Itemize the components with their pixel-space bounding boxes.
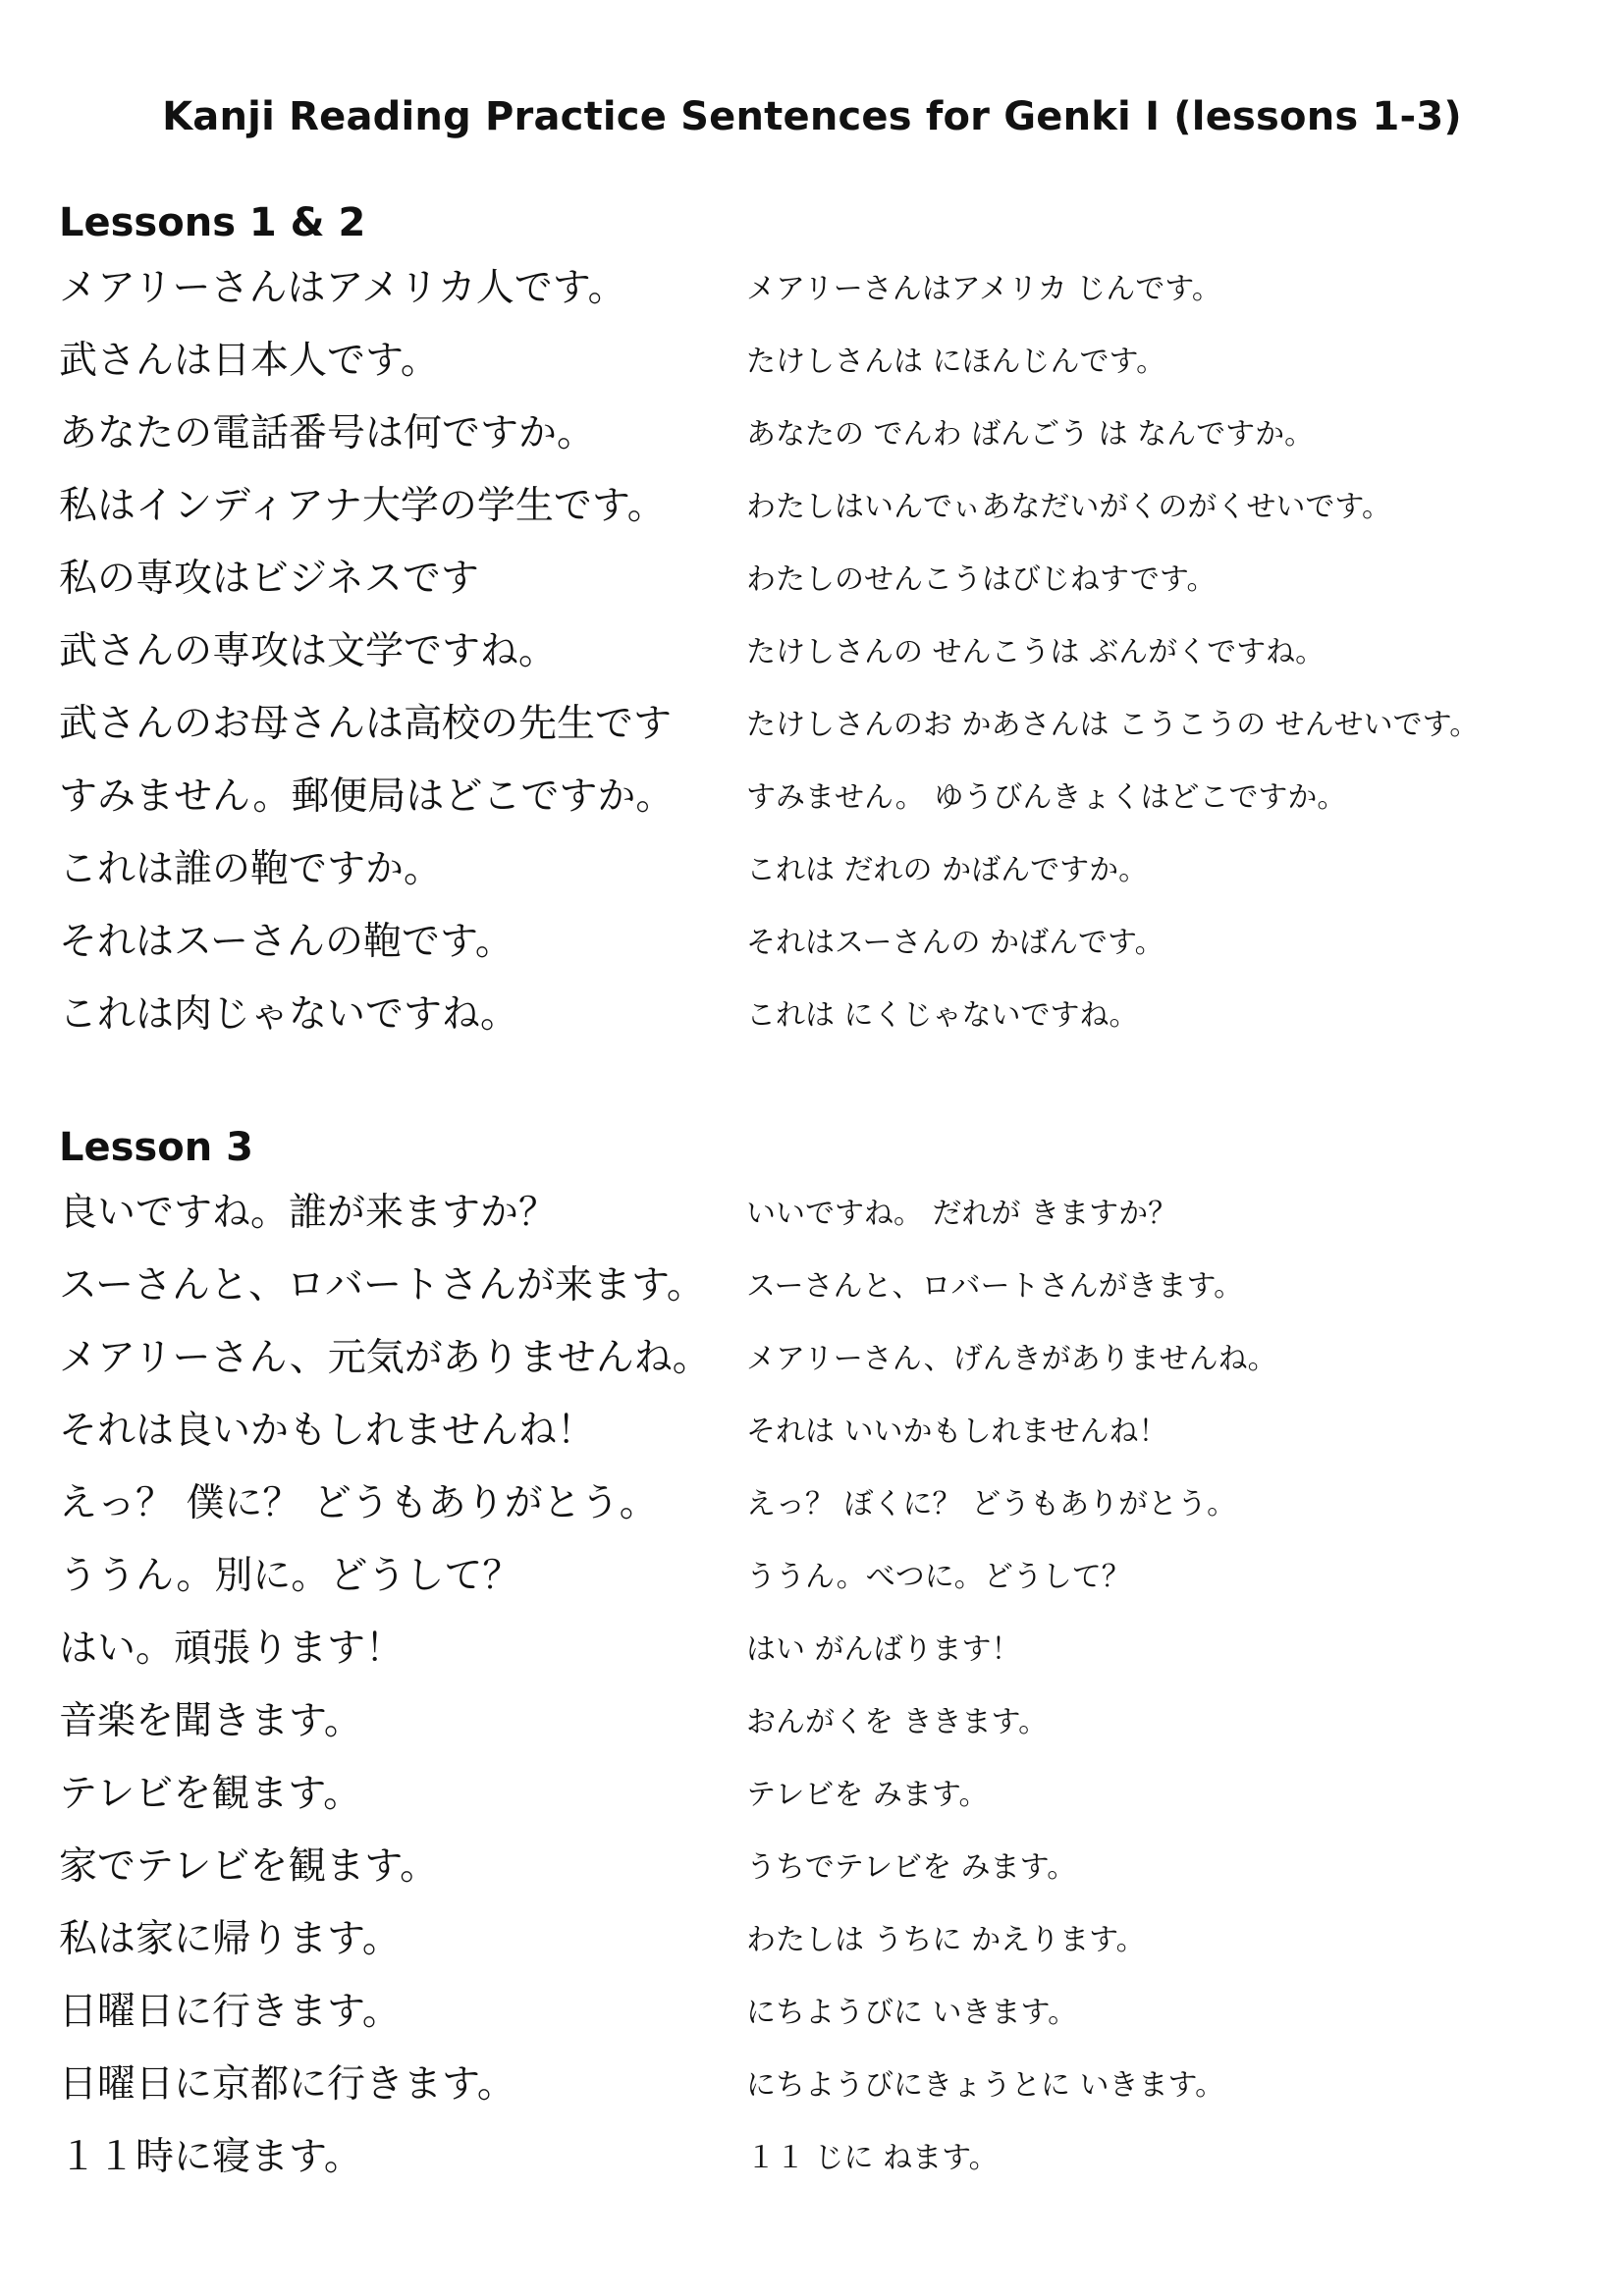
japanese-sentence: それはスーさんの鞄です。 — [59, 920, 514, 964]
japanese-sentence: テレビを観ます。 — [59, 1772, 362, 1816]
kana-reading: わたしはいんでぃあなだいがくのがくせいです。 — [746, 490, 1391, 524]
kana-reading: すみません。 ゆうびんきょくはどこですか。 — [746, 780, 1347, 815]
sentence-row — [59, 770, 1591, 842]
sentence-row — [59, 1476, 1591, 1549]
japanese-sentence: これは肉じゃないですね。 — [59, 992, 519, 1037]
japanese-sentence: １１時に寝ます。 — [59, 2135, 362, 2179]
japanese-sentence: スーさんと、ロバートさんが来ます。 — [59, 1263, 705, 1308]
japanese-sentence: 音楽を聞きます。 — [59, 1699, 362, 1743]
japanese-sentence: これは誰の鞄ですか。 — [59, 847, 443, 891]
japanese-sentence: あなたの電話番号は何ですか。 — [59, 411, 596, 455]
sentence-row — [59, 552, 1591, 624]
kana-reading: おんがくを ききます。 — [746, 1705, 1049, 1739]
japanese-sentence: 私は家に帰ります。 — [59, 1917, 401, 1961]
kana-reading: １１ じに ねます。 — [746, 2141, 999, 2175]
kana-reading: にちようびに いきます。 — [746, 1996, 1078, 2030]
japanese-sentence: 日曜日に行きます。 — [59, 1990, 401, 2034]
sentence-row — [59, 1549, 1591, 1622]
kana-reading: テレビを みます。 — [746, 1778, 989, 1812]
sentence-row — [59, 2130, 1591, 2203]
kana-reading: たけしさんは にほんじんです。 — [746, 345, 1166, 379]
sentence-row — [59, 261, 1591, 334]
kana-reading: いいですね。 だれが きますか？ — [746, 1197, 1178, 1231]
sentence-row — [59, 842, 1591, 915]
kana-reading: はい がんばります！ — [746, 1632, 1021, 1667]
japanese-sentence: 武さんのお母さんは高校の先生です — [59, 702, 673, 746]
kana-reading: ううん。べつに。どうして？ — [746, 1560, 1131, 1594]
sentence-row — [59, 1186, 1591, 1258]
sentence-row — [59, 1840, 1591, 1912]
sentence-list-lessons-1-2 — [59, 261, 1591, 1060]
sentence-row — [59, 697, 1591, 770]
sentence-row — [59, 1404, 1591, 1476]
kana-reading: わたしは うちに かえります。 — [746, 1923, 1146, 1957]
kana-reading: えっ？ ぼくに？ どうもありがとう。 — [746, 1487, 1237, 1522]
japanese-sentence: えっ？ 僕に？ どうもありがとう。 — [59, 1481, 658, 1525]
sentence-row — [59, 334, 1591, 406]
sentence-row — [59, 1694, 1591, 1767]
japanese-sentence: それは良いかもしれませんね！ — [59, 1409, 596, 1453]
section-heading-lessons-1-2: Lessons 1 & 2 — [59, 200, 366, 246]
japanese-sentence: 私はインディアナ大学の学生です。 — [59, 484, 666, 528]
japanese-sentence: 武さんの専攻は文学ですね。 — [59, 629, 558, 673]
kana-reading: それはスーさんの かばんです。 — [746, 926, 1164, 960]
kana-reading: メアリーさん、げんきがありませんね。 — [746, 1342, 1277, 1376]
sentence-row — [59, 479, 1591, 552]
kana-reading: にちようびにきょうとに いきます。 — [746, 2068, 1225, 2103]
japanese-sentence: 家でテレビを観ます。 — [59, 1844, 439, 1889]
section-heading-lesson-3: Lesson 3 — [59, 1125, 253, 1171]
sentence-row — [59, 1985, 1591, 2057]
sentence-row — [59, 988, 1591, 1060]
page-title: Kanji Reading Practice Sentences for Genki I (lessons 1-3) — [162, 93, 1462, 139]
japanese-sentence: すみません。郵便局はどこですか。 — [59, 774, 675, 819]
sentence-row — [59, 1912, 1591, 1985]
kana-reading: これは だれの かばんですか。 — [746, 853, 1149, 887]
japanese-sentence: メアリーさんはアメリカ人です。 — [59, 266, 626, 310]
sentence-row — [59, 2057, 1591, 2130]
kana-reading: スーさんと、ロバートさんがきます。 — [746, 1269, 1244, 1304]
japanese-sentence: 日曜日に京都に行きます。 — [59, 2062, 515, 2107]
japanese-sentence: はい。頑張ります！ — [59, 1627, 405, 1671]
kana-reading: それは いいかもしれませんね！ — [746, 1415, 1168, 1449]
sentence-list-lesson-3 — [59, 1186, 1591, 2203]
sentence-row — [59, 915, 1591, 988]
sentence-row — [59, 406, 1591, 479]
kana-reading: これは にくじゃないですね。 — [746, 998, 1139, 1033]
kana-reading: あなたの でんわ ばんごう は なんですか。 — [746, 417, 1315, 452]
kana-reading: たけしさんのお かあさんは こうこうの せんせいです。 — [746, 708, 1480, 742]
kana-reading: うちでテレビを みます。 — [746, 1850, 1077, 1885]
kana-reading: わたしのせんこうはびじねすです。 — [746, 562, 1217, 597]
japanese-sentence: メアリーさん、元気がありませんね。 — [59, 1336, 711, 1380]
japanese-sentence: 武さんは日本人です。 — [59, 339, 439, 383]
japanese-sentence: ううん。別に。どうして？ — [59, 1554, 521, 1598]
sentence-row — [59, 1622, 1591, 1694]
sentence-row — [59, 1331, 1591, 1404]
kana-reading: たけしさんの せんこうは ぶんがくですね。 — [746, 635, 1326, 669]
sentence-row — [59, 1258, 1591, 1331]
sentence-row — [59, 1767, 1591, 1840]
kana-reading: メアリーさんはアメリカ じんです。 — [746, 272, 1221, 306]
japanese-sentence: 良いですね。誰が来ますか？ — [59, 1191, 558, 1235]
sentence-row — [59, 624, 1591, 697]
japanese-sentence: 私の専攻はビジネスです — [59, 557, 479, 601]
